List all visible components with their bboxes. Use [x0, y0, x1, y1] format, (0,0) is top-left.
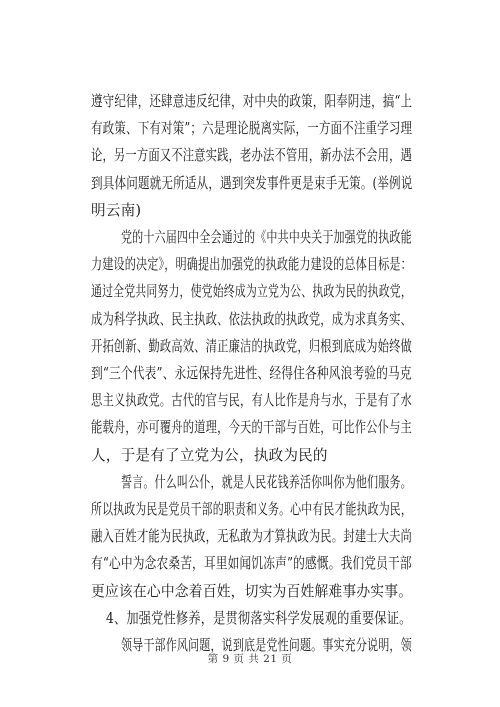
- body-text-line: 所以执政为民是党员干部的职责和义务。心中有民才能执政为民，: [91, 501, 412, 518]
- body-text-line: 人，于是有了立党为公，执政为民的: [91, 447, 328, 464]
- body-text-line: 更应该在心中念着百姓，切实为百姓解难事办实事。: [91, 583, 413, 600]
- body-text-line: 到“三个代表”、永远保持先进性、经得住各种风浪考验的马克: [91, 365, 412, 382]
- body-text-line: 有政策、下有对策”；六是理论脱离实际，一方面不注重学习理: [91, 120, 413, 137]
- body-text-line: 开拓创新、勤政高效、清正廉洁的执政党，归根到底成为始终做: [91, 338, 413, 355]
- body-text-line: 论，另一方面又不注意实践，老办法不管用，新办法不会用，遇: [91, 147, 413, 164]
- page-number-footer: 第 9 页 共 21 页: [207, 653, 293, 665]
- paragraph-first-line: 誓言。什么叫公仆，就是人民花钱养活你叫你为他们服务。: [121, 474, 412, 491]
- body-text-line: 明云南): [91, 202, 142, 219]
- paragraph-first-line: 领导干部作风问题，说到底是党性问题。事实充分说明，领: [121, 637, 412, 654]
- body-text-line: 遵守纪律，还肆意违反纪律，对中央的政策，阳奉阴违，搞“上: [91, 93, 413, 110]
- body-text-line: 融入百姓才能为民执政，无私敢为才算执政为民。封建士大夫尚: [91, 528, 413, 545]
- body-text-line: 通过全党共同努力，使党始终成为立党为公、执政为民的执政党，: [91, 283, 412, 300]
- body-text-line: 成为科学执政、民主执政、依法执政的执政党，成为求真务实、: [91, 311, 413, 328]
- body-text-line: 力建设的决定》，明确提出加强党的执政能力建设的总体目标是：: [91, 256, 412, 273]
- body-text-line: 到具体问题就无所适从，遇到突发事件更是束手无策。(举例说: [91, 175, 413, 192]
- section-heading: 4、加强党性修养，是贯彻落实科学发展观的重要保证。: [106, 610, 412, 627]
- body-text-line: 有“心中为念农桑苦，耳里如闻饥冻声”的感慨。我们党员干部: [91, 555, 412, 572]
- body-text-line: 能载舟，亦可覆舟的道理，今天的干部与百姓，可比作公仆与主: [91, 419, 413, 436]
- body-text-line: 思主义执政党。古代的官与民，有人比作是舟与水，于是有了水: [91, 392, 413, 409]
- paragraph-first-line: 党的十六届四中全会通过的《中共中央关于加强党的执政能: [121, 229, 412, 246]
